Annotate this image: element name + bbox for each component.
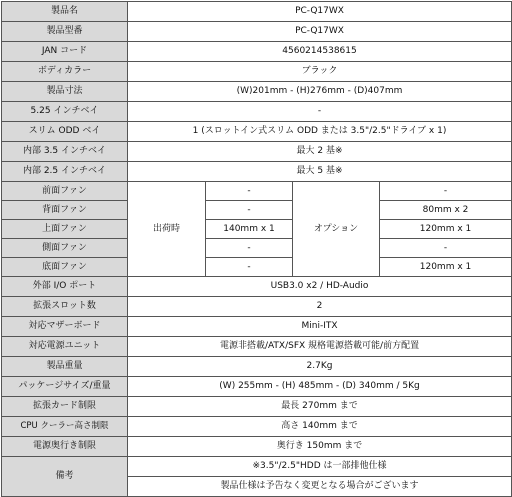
spec-table <box>1 1 512 497</box>
row-package <box>2 377 512 397</box>
label-fan-rear: 背面ファン <box>2 201 128 220</box>
value-jan: 4560214538615 <box>128 42 512 62</box>
row-dimensions <box>2 82 512 102</box>
row-fan-top <box>2 220 512 239</box>
label-dimensions: 製品寸法 <box>2 82 128 102</box>
label-weight: 製品重量 <box>2 357 128 377</box>
label-bay-525: 5.25 インチベイ <box>2 102 128 122</box>
value-cpu-cooler-limit: 高さ 140mm まで <box>128 417 512 437</box>
value-dimensions: (W)201mm - (H)276mm - (D)407mm <box>128 82 512 102</box>
value-external-io: USB3.0 x2 / HD-Audio <box>128 277 512 297</box>
row-product-name <box>2 2 512 22</box>
label-notes: 備考 <box>2 457 128 497</box>
row-fan-rear <box>2 201 512 220</box>
value-weight: 2.7Kg <box>128 357 512 377</box>
fan-front-option: - <box>380 182 512 201</box>
value-notes-2: 製品仕様は予告なく変更となる場合がございます <box>128 477 512 497</box>
row-internal-35 <box>2 142 512 162</box>
value-internal-35: 最大 2 基※ <box>128 142 512 162</box>
row-card-limit <box>2 397 512 417</box>
row-model <box>2 22 512 42</box>
label-jan: JAN コード <box>2 42 128 62</box>
label-internal-25: 内部 2.5 インチベイ <box>2 162 128 182</box>
label-fan-side: 側面ファン <box>2 239 128 258</box>
label-slim-odd: スリム ODD ベイ <box>2 122 128 142</box>
row-body-color <box>2 62 512 82</box>
row-external-io <box>2 277 512 297</box>
row-jan <box>2 42 512 62</box>
label-card-limit: 拡張カード制限 <box>2 397 128 417</box>
label-expansion-slots: 拡張スロット数 <box>2 297 128 317</box>
value-motherboard: Mini-ITX <box>128 317 512 337</box>
label-fan-front: 前面ファン <box>2 182 128 201</box>
fan-bottom-option: 120mm x 1 <box>380 258 512 277</box>
fan-shipped-label: 出荷時 <box>128 182 206 277</box>
label-psu-depth-limit: 電源奥行き制限 <box>2 437 128 457</box>
label-model: 製品型番 <box>2 22 128 42</box>
fan-rear-option: 80mm x 2 <box>380 201 512 220</box>
label-product-name: 製品名 <box>2 2 128 22</box>
fan-side-shipped: - <box>206 239 293 258</box>
fan-rear-shipped: - <box>206 201 293 220</box>
label-psu: 対応電源ユニット <box>2 337 128 357</box>
value-psu-depth-limit: 奥行き 150mm まで <box>128 437 512 457</box>
value-slim-odd: 1 (スロットイン式スリム ODD または 3.5"/2.5"ドライブ x 1) <box>128 122 512 142</box>
value-notes-1: ※3.5"/2.5"HDD は一部排他仕様 <box>128 457 512 477</box>
value-card-limit: 最長 270mm まで <box>128 397 512 417</box>
row-fan-bottom <box>2 258 512 277</box>
row-bay-525 <box>2 102 512 122</box>
fan-top-shipped: 140mm x 1 <box>206 220 293 239</box>
label-internal-35: 内部 3.5 インチベイ <box>2 142 128 162</box>
row-fan-front <box>2 182 512 201</box>
row-expansion-slots <box>2 297 512 317</box>
label-external-io: 外部 I/O ポート <box>2 277 128 297</box>
fan-front-shipped: - <box>206 182 293 201</box>
fan-bottom-shipped: - <box>206 258 293 277</box>
label-motherboard: 対応マザーボード <box>2 317 128 337</box>
value-model: PC-Q17WX <box>128 22 512 42</box>
row-psu-depth-limit <box>2 437 512 457</box>
row-motherboard <box>2 317 512 337</box>
value-expansion-slots: 2 <box>128 297 512 317</box>
label-body-color: ボディカラー <box>2 62 128 82</box>
row-weight <box>2 357 512 377</box>
row-slim-odd <box>2 122 512 142</box>
fan-top-option: 120mm x 1 <box>380 220 512 239</box>
label-package: パッケージサイズ/重量 <box>2 377 128 397</box>
value-psu: 電源非搭載/ATX/SFX 規格電源搭載可能/前方配置 <box>128 337 512 357</box>
value-body-color: ブラック <box>128 62 512 82</box>
label-cpu-cooler-limit: CPU クーラー高さ制限 <box>2 417 128 437</box>
row-internal-25 <box>2 162 512 182</box>
value-internal-25: 最大 5 基※ <box>128 162 512 182</box>
row-notes <box>2 457 512 477</box>
row-cpu-cooler-limit <box>2 417 512 437</box>
label-fan-top: 上面ファン <box>2 220 128 239</box>
row-psu <box>2 337 512 357</box>
value-product-name: PC-Q17WX <box>128 2 512 22</box>
fan-option-label: オプション <box>293 182 380 277</box>
label-fan-bottom: 底面ファン <box>2 258 128 277</box>
value-package: (W) 255mm - (H) 485mm - (D) 340mm / 5Kg <box>128 377 512 397</box>
fan-side-option: - <box>380 239 512 258</box>
value-bay-525: - <box>128 102 512 122</box>
row-fan-side <box>2 239 512 258</box>
